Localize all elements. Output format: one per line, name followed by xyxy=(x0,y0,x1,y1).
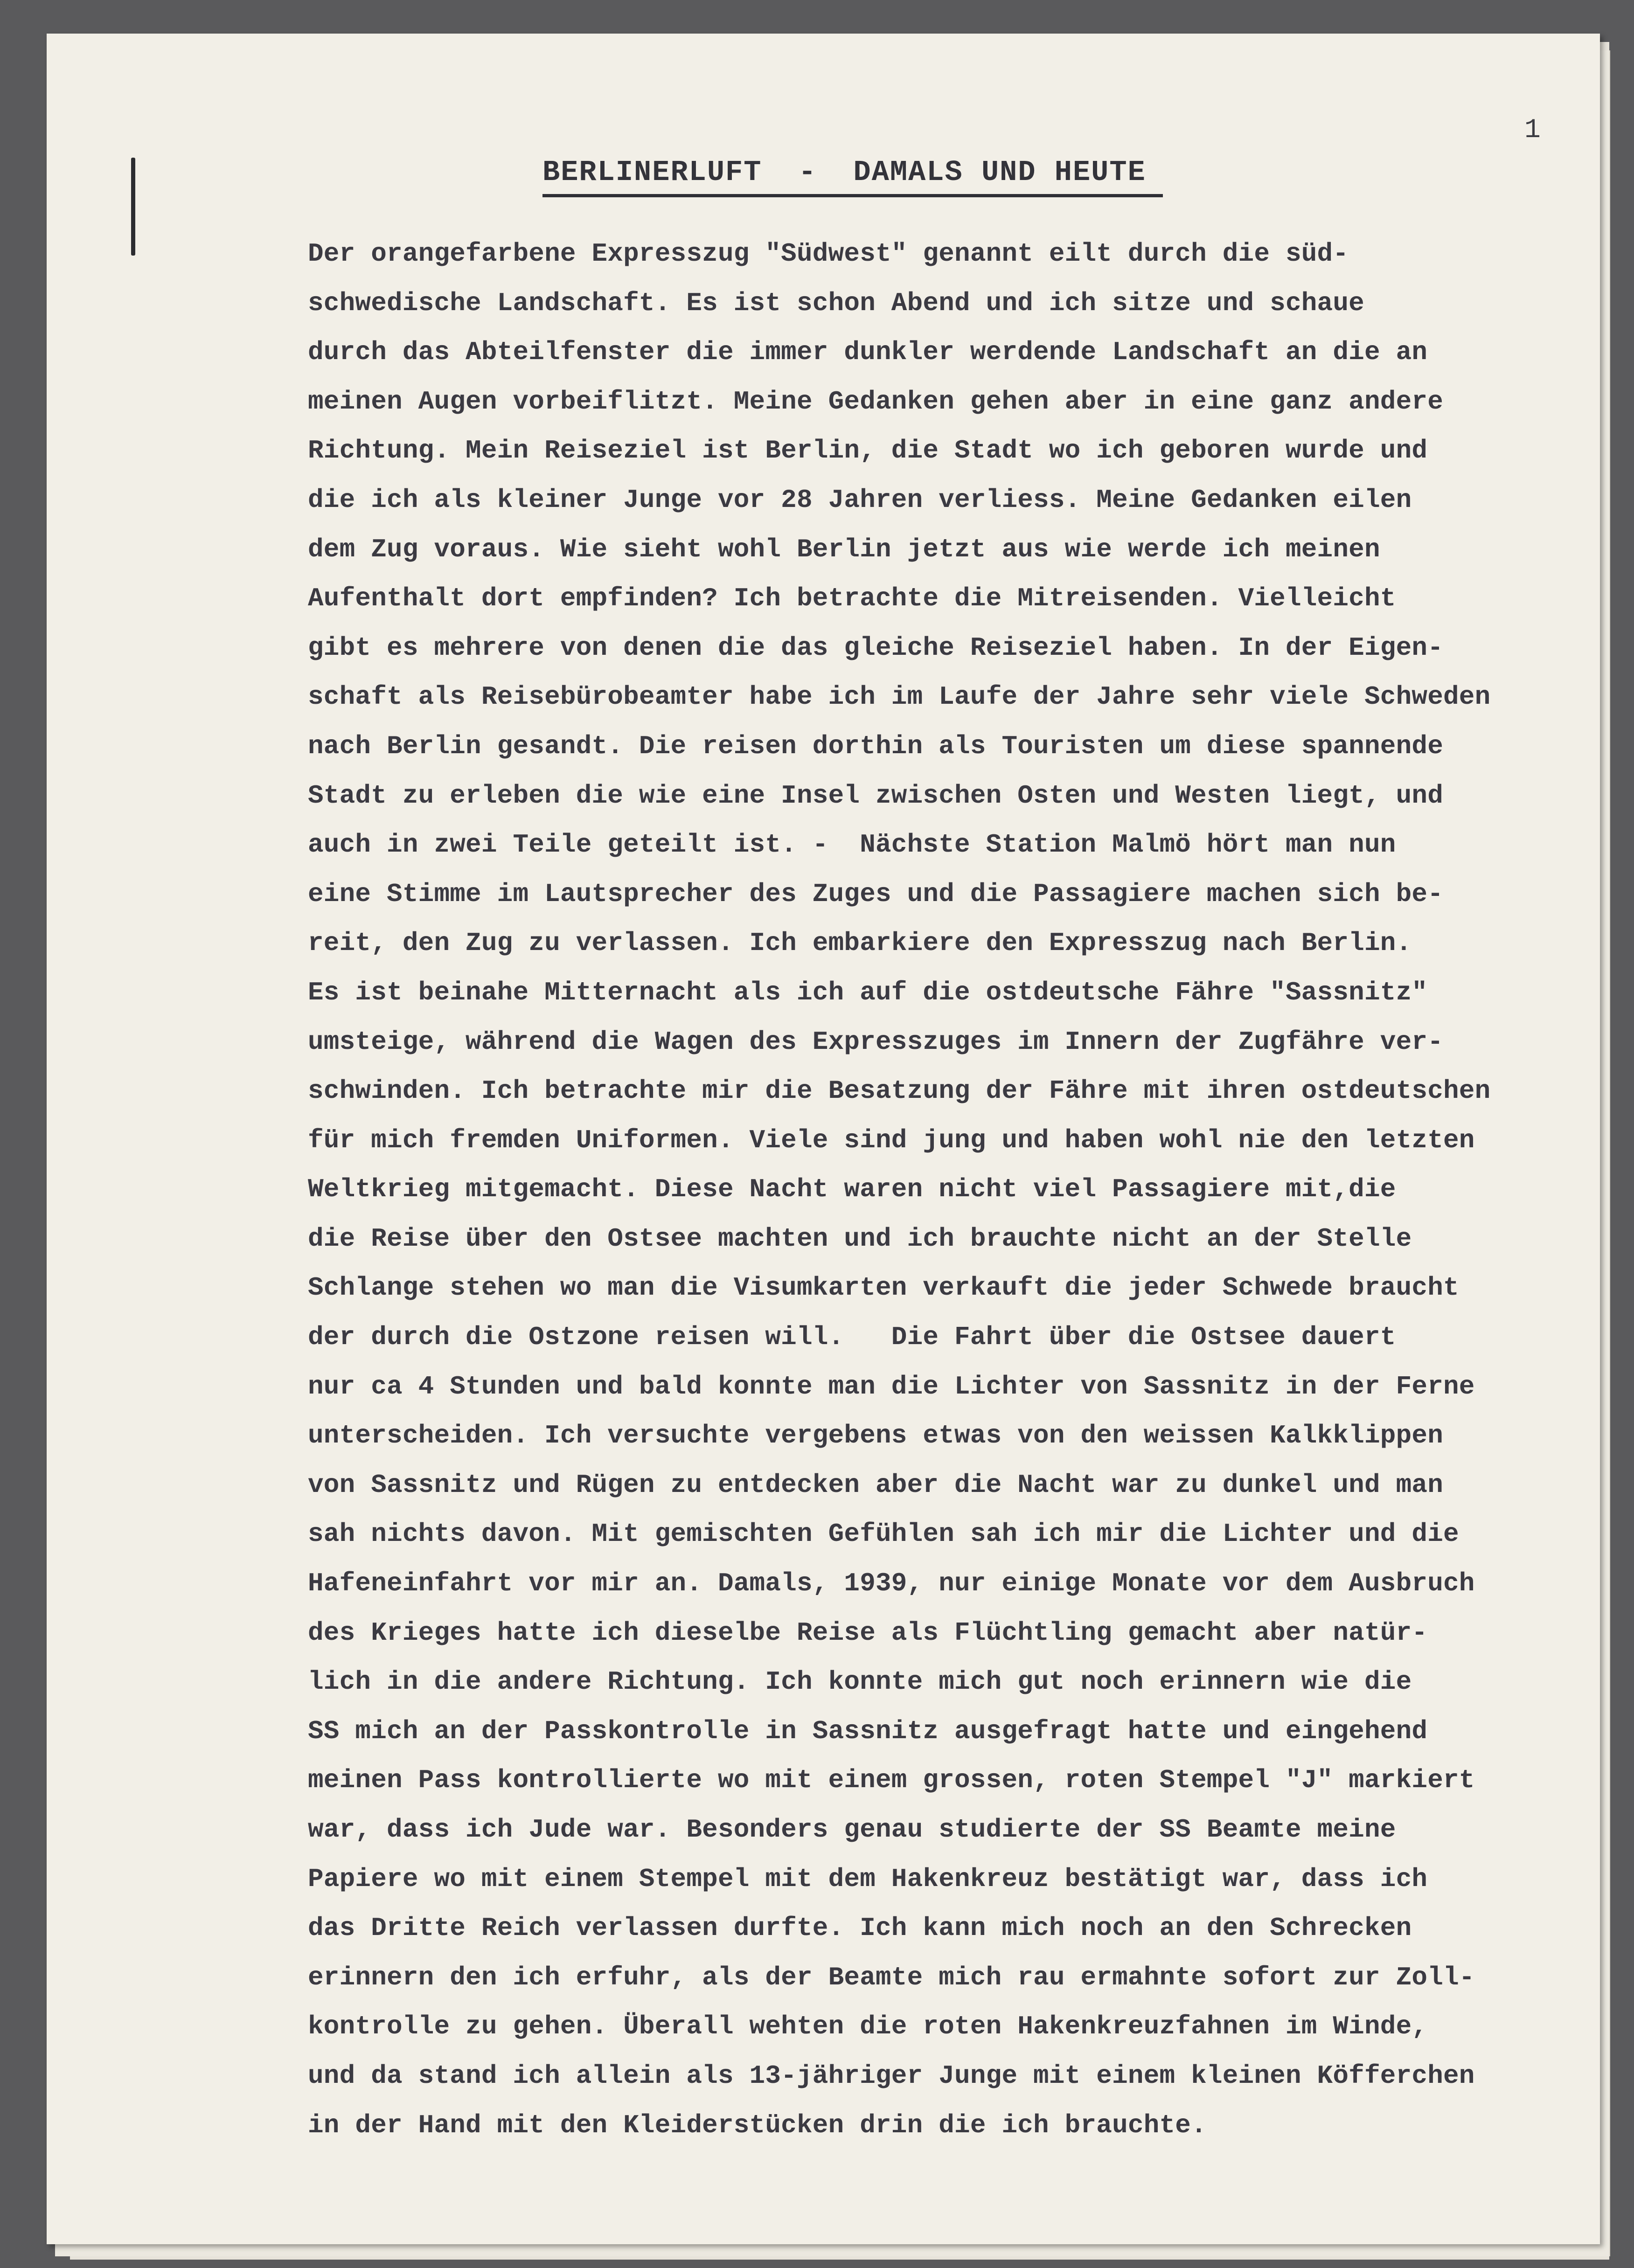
text-line: schwinden. Ich betrachte mir die Besatzung der Fähre mit ihren ostdeutschen xyxy=(308,1076,1491,1106)
text-line: lich in die andere Richtung. Ich konnte mich gut noch erinnern wie die xyxy=(308,1667,1412,1697)
text-line: Hafeneinfahrt vor mir an. Damals, 1939, nur einige Monate vor dem Ausbruch xyxy=(308,1568,1475,1599)
text-line: für mich fremden Uniformen. Viele sind jung und haben wohl nie den letzten xyxy=(308,1125,1475,1155)
text-line: Stadt zu erleben die wie eine Insel zwischen Osten und Westen liegt, und xyxy=(308,780,1443,811)
text-line: eine Stimme im Lautsprecher des Zuges und die Passagiere machen sich be- xyxy=(308,879,1443,909)
text-line: dem Zug voraus. Wie sieht wohl Berlin jetzt aus wie werde ich meinen xyxy=(308,534,1380,564)
text-line: reit, den Zug zu verlassen. Ich embarkiere den Expresszug nach Berlin. xyxy=(308,928,1412,958)
text-line: war, dass ich Jude war. Besonders genau studierte der SS Beamte meine xyxy=(308,1815,1396,1845)
text-line: Weltkrieg mitgemacht. Diese Nacht waren nicht viel Passagiere mit,die xyxy=(308,1174,1396,1205)
text-line: schaft als Reisebürobeamter habe ich im Laufe der Jahre sehr viele Schweden xyxy=(308,682,1491,712)
text-line: meinen Augen vorbeiflitzt. Meine Gedanken gehen aber in eine ganz andere xyxy=(308,386,1443,416)
text-line: Es ist beinahe Mitternacht als ich auf die ostdeutsche Fähre "Sassnitz" xyxy=(308,977,1428,1007)
text-line: kontrolle zu gehen. Überall wehten die roten Hakenkreuzfahnen im Winde, xyxy=(308,2011,1428,2042)
text-line: die ich als kleiner Junge vor 28 Jahren verliess. Meine Gedanken eilen xyxy=(308,485,1412,515)
text-line: umsteige, während die Wagen des Expresszuges im Innern der Zugfähre ver- xyxy=(308,1026,1443,1057)
document-page xyxy=(47,34,1600,2244)
text-line: nur ca 4 Stunden und bald konnte man die Lichter von Sassnitz in der Ferne xyxy=(308,1371,1475,1401)
text-line: das Dritte Reich verlassen durfte. Ich kann mich noch an den Schrecken xyxy=(308,1913,1412,1943)
text-line: auch in zwei Teile geteilt ist. - Nächste Station Malmö hört man nun xyxy=(308,830,1396,860)
text-line: durch das Abteilfenster die immer dunkler werdende Landschaft an die an xyxy=(308,337,1428,368)
text-line: der durch die Ostzone reisen will. Die Fahrt über die Ostsee dauert xyxy=(308,1322,1396,1352)
text-line: die Reise über den Ostsee machten und ich brauchte nicht an der Stelle xyxy=(308,1223,1412,1254)
body-text xyxy=(308,229,1567,2150)
page-title: BERLINERLUFT - DAMALS UND HEUTE xyxy=(542,156,1146,189)
text-line: Richtung. Mein Reiseziel ist Berlin, die Stadt wo ich geboren wurde und xyxy=(308,436,1428,466)
text-line: meinen Pass kontrollierte wo mit einem grossen, roten Stempel "J" markiert xyxy=(308,1765,1475,1796)
text-line: in der Hand mit den Kleiderstücken drin die ich brauchte. xyxy=(308,2110,1207,2140)
margin-mark xyxy=(131,158,135,256)
text-line: erinnern den ich erfuhr, als der Beamte mich rau ermahnte sofort zur Zoll- xyxy=(308,1962,1475,1992)
text-line: Aufenthalt dort empfinden? Ich betrachte die Mitreisenden. Vielleicht xyxy=(308,583,1396,614)
title-underline xyxy=(542,194,1163,197)
text-line: nach Berlin gesandt. Die reisen dorthin als Touristen um diese spannende xyxy=(308,731,1443,761)
text-line: von Sassnitz und Rügen zu entdecken aber die Nacht war zu dunkel und man xyxy=(308,1470,1443,1500)
text-line: Papiere wo mit einem Stempel mit dem Hakenkreuz bestätigt war, dass ich xyxy=(308,1864,1428,1894)
text-line: schwedische Landschaft. Es ist schon Abend und ich sitze und schaue xyxy=(308,288,1364,318)
text-line: gibt es mehrere von denen die das gleiche Reiseziel haben. In der Eigen- xyxy=(308,632,1443,663)
text-line: SS mich an der Passkontrolle in Sassnitz ausgefragt hatte und eingehend xyxy=(308,1716,1428,1746)
text-line: Schlange stehen wo man die Visumkarten verkauft die jeder Schwede braucht xyxy=(308,1273,1459,1303)
text-line: sah nichts davon. Mit gemischten Gefühlen sah ich mir die Lichter und die xyxy=(308,1519,1459,1549)
text-line: Der orangefarbene Expresszug "Südwest" genannt eilt durch die süd- xyxy=(308,239,1349,269)
text-line: und da stand ich allein als 13-jähriger Junge mit einem kleinen Köfferchen xyxy=(308,2060,1475,2091)
page-number: 1 xyxy=(1524,115,1541,146)
text-line: unterscheiden. Ich versuchte vergebens etwas von den weissen Kalkklippen xyxy=(308,1421,1443,1451)
text-line: des Krieges hatte ich dieselbe Reise als Flüchtling gemacht aber natür- xyxy=(308,1617,1428,1648)
